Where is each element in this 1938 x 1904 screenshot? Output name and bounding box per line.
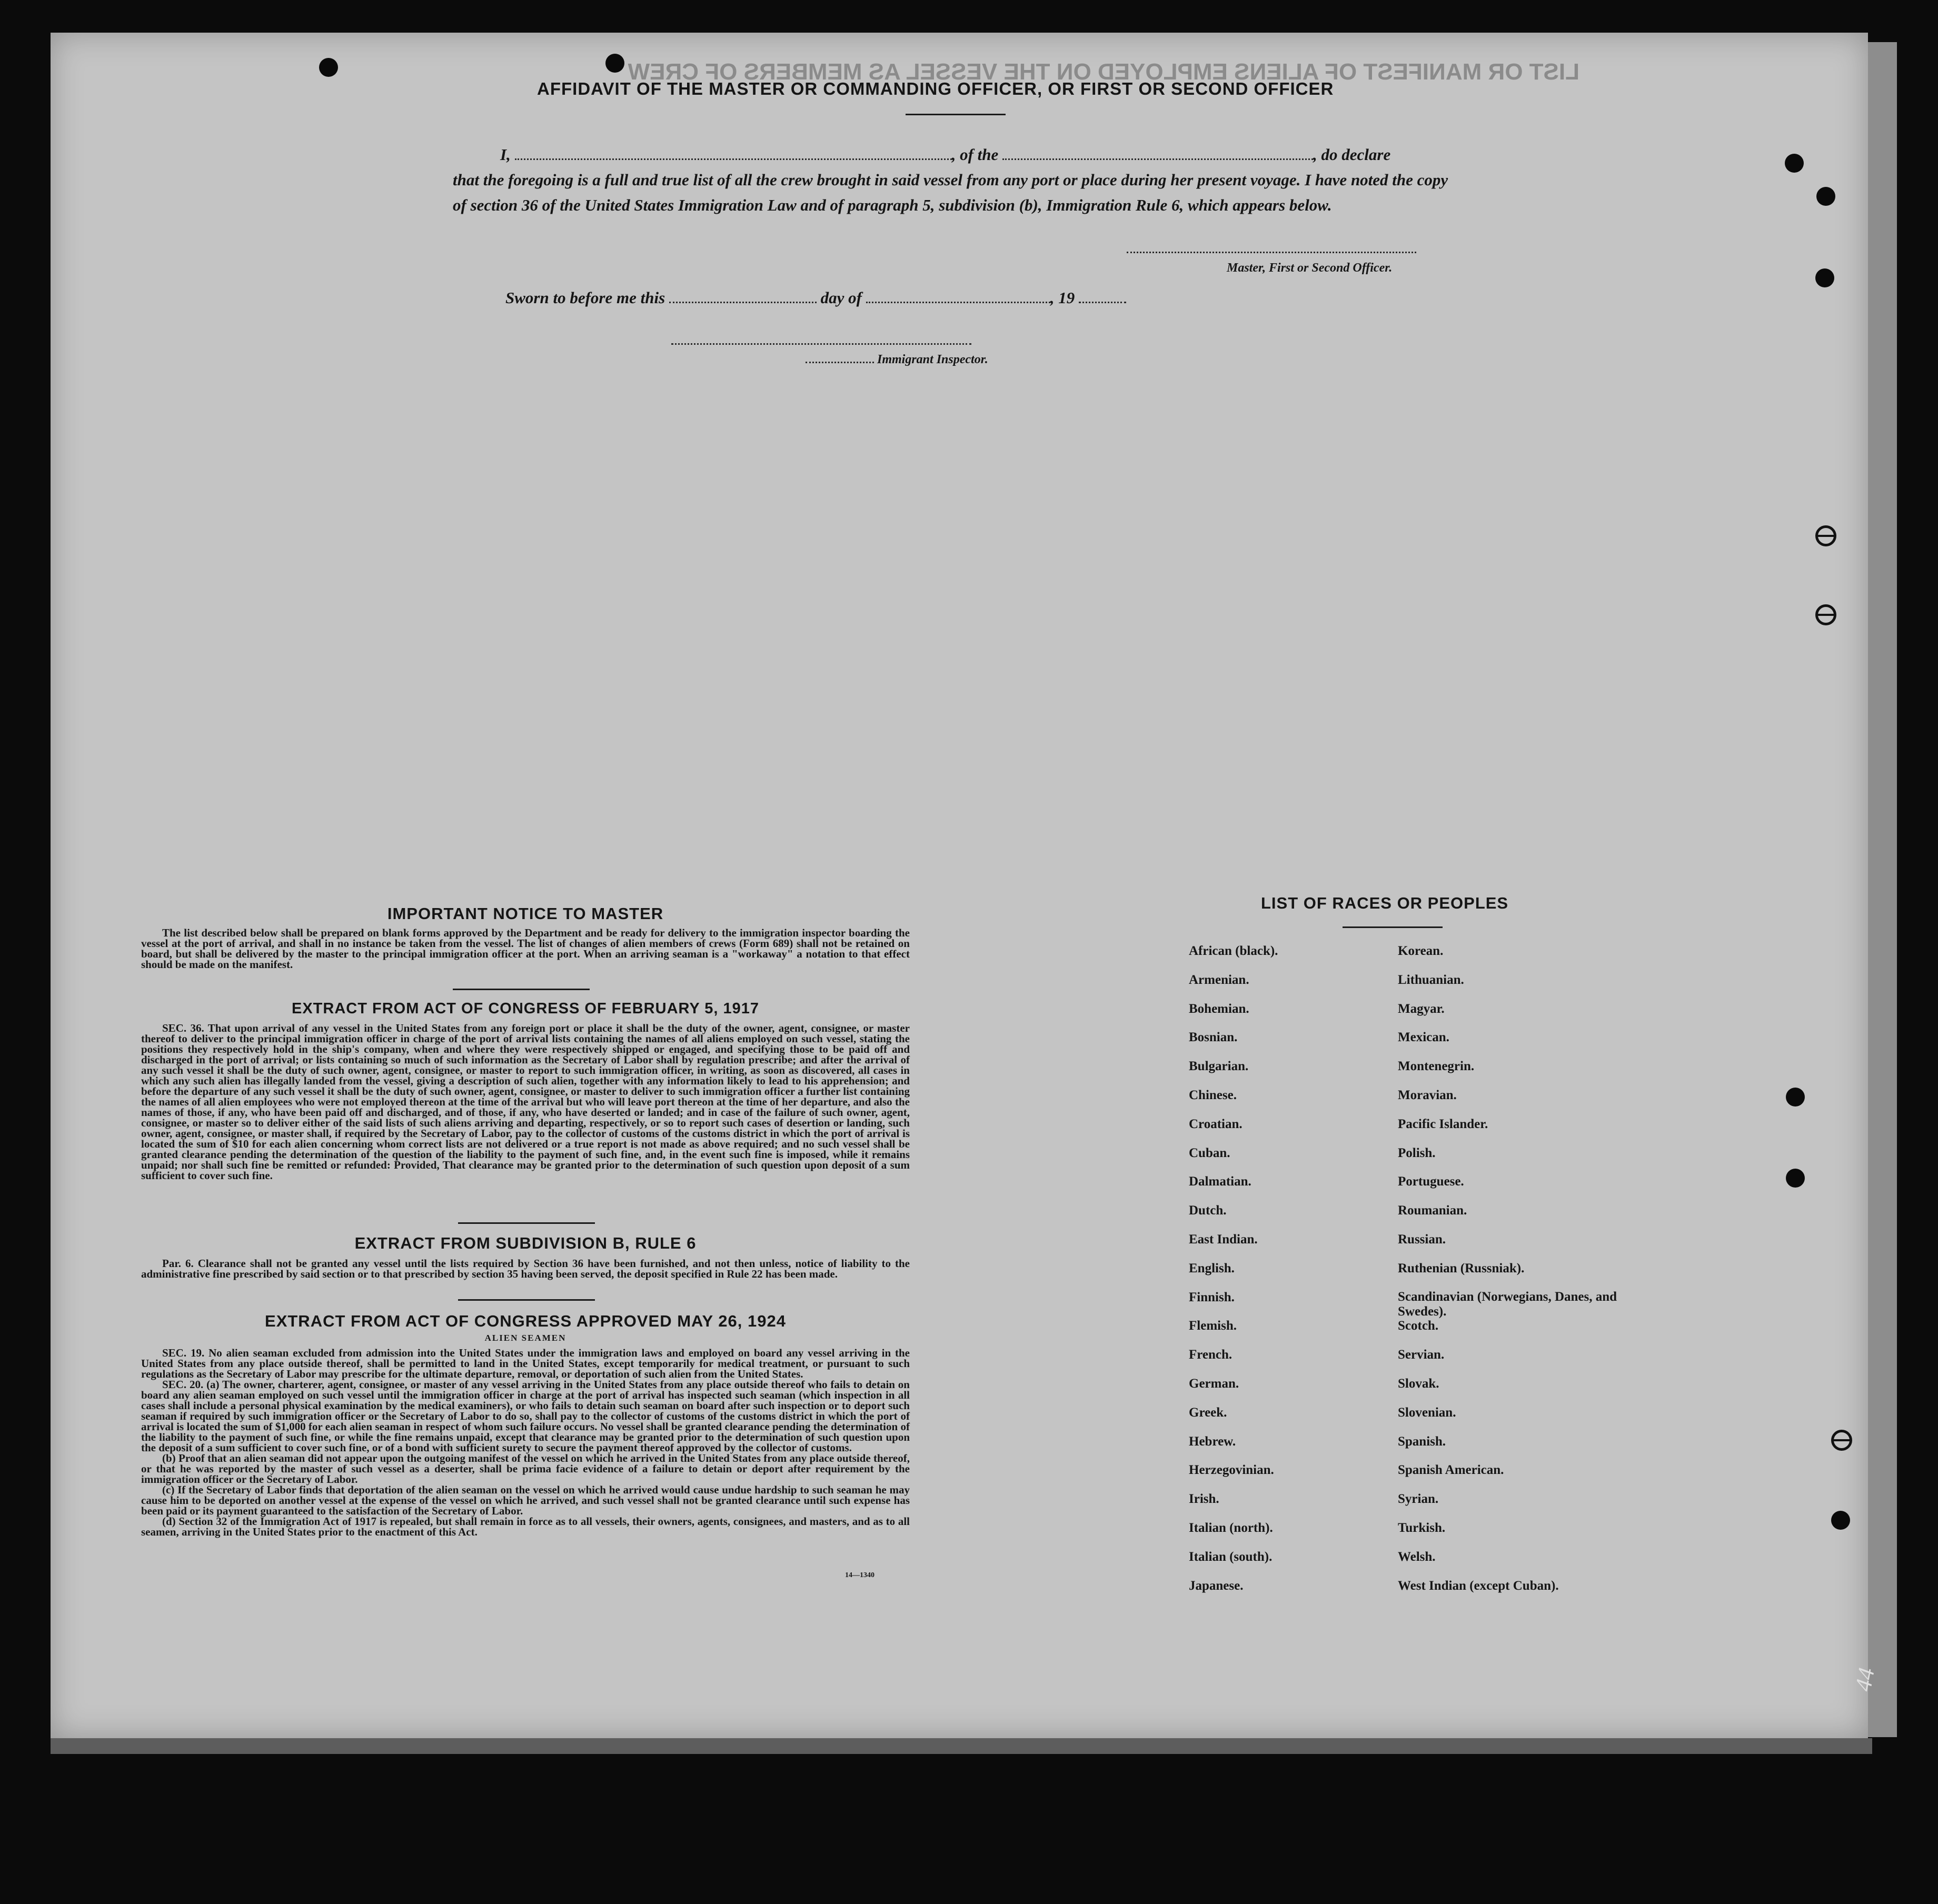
race-item: Slovenian. <box>1398 1405 1456 1420</box>
race-item: Cuban. <box>1189 1145 1230 1160</box>
margin-note: 44 <box>1850 1666 1880 1693</box>
race-item: Roumanian. <box>1398 1203 1467 1218</box>
inspector-label-text: Immigrant Inspector. <box>877 353 988 366</box>
race-item: Italian (south). <box>1189 1549 1273 1564</box>
extract-1924-section <box>141 1312 910 1537</box>
punch-hole-icon <box>1786 1088 1805 1106</box>
sheet-edge <box>1868 42 1897 1737</box>
race-item: Greek. <box>1189 1405 1227 1420</box>
inspector-signature-field[interactable] <box>671 343 971 345</box>
extract-1924-paragraph: (b) Proof that an alien seaman did not appear upon the outgoing manifest of the vessel on which he arrived in the United States from any place outside thereof, or that he was reported by the master of such vessel as a deserter, shall be prima facie evidence of a failure to detain or deport after requirement by the immigration officer or the Secretary of Labor. <box>141 1452 910 1486</box>
race-item: Magyar. <box>1398 1001 1445 1016</box>
affidavit-line1-suffix: , do declare <box>1313 145 1391 164</box>
race-item: Syrian. <box>1398 1492 1439 1507</box>
race-item: Slovak. <box>1398 1376 1439 1391</box>
extract-1917-text: SEC. 36. That upon arrival of any vessel in the United States from any foreign port or place it shall be the duty of the owner, agent, consignee, or master thereof to deliver to the principal immigration officer in charge of the port of arrival lists containing the names of all aliens employed on such vessel, stating the positions they respectively hold in the ship's company, when and where they were respectively shipped or engaged, and specifying those to be paid off and discharged in the port of arrival; or lists containing so much of such information as the Secretary of Labor shall by regulation prescribe; and after the arrival of any such vessel it shall be the duty of such owner, agent, consignee, or master to report to such immigration officer, in writing, as soon as discovered, all cases in which any such alien has illegally landed from the vessel, giving a description of such alien, together with any information likely to lead to his apprehension; and before the departure of any such vessel it shall be the duty of such owner, agent, consignee, or master to deliver to such immigration officer a further list containing the names of all alien employees who were not employed thereon at the time of the arrival but who will leave port thereon at the time of her departure, and also the names of those, if any, who have been paid off and discharged, and of those, if any, who have deserted or landed; and in case of the failure of such owner, agent, consignee, or master so to deliver either of the said lists of such aliens arriving and departing, respectively, or so to report such cases of desertion or landing, such owner, agent, consignee, or master shall, if required by the Secretary of Labor, pay to the collector of customs of the customs district in which the port of arrival is located the sum of $10 for each alien concerning whom correct lists are not delivered or a true report is not made as above required; and no such vessel shall be granted clearance pending the determination of the question of the liability to the payment of such fine, and, in the event such fine is imposed, while it remains unpaid; nor shall such fine be remitted or refunded: Provided, That clearance may be granted prior to the determination of such question upon deposit of a sum sufficient to cover such fine. <box>141 1022 910 1182</box>
race-item: Japanese. <box>1189 1578 1244 1593</box>
notice-text: The list described below shall be prepared on blank forms approved by the Department and be ready for delivery to the immigration inspector boarding the vessel at the port of arrival, and shall in no instance be taken from the vessel. The list of changes of alien members of crews (Form 689) shall not be retained on board, but shall be delivered by the master to the principal immigration officer at the port. When an arriving seaman is a "workaway" a notation to that effect should be made on the manifest. <box>141 926 910 971</box>
race-item: Dalmatian. <box>1189 1174 1251 1189</box>
race-item: Lithuanian. <box>1398 972 1464 987</box>
punch-hole-icon <box>1816 187 1835 206</box>
race-item: African (black). <box>1189 944 1278 958</box>
sworn-year: , 19 <box>1050 288 1075 307</box>
inspector-label <box>806 353 988 367</box>
divider <box>458 1222 595 1224</box>
race-item: Polish. <box>1398 1145 1436 1160</box>
affidavit-title: AFFIDAVIT OF THE MASTER OR COMMANDING OFFICER, OR FIRST OR SECOND OFFICER <box>537 79 1334 98</box>
sworn-year-field[interactable] <box>1079 302 1126 303</box>
race-item: Mexican. <box>1398 1030 1449 1045</box>
extract-1924-title: EXTRACT FROM ACT OF CONGRESS APPROVED MAY 26, 1924 <box>265 1312 786 1330</box>
race-item: Hebrew. <box>1189 1434 1236 1449</box>
race-item: Chinese. <box>1189 1088 1237 1102</box>
sworn-prefix: Sworn to before me this <box>505 288 665 307</box>
affidavit-statement: that the foregoing is a full and true list of all the crew brought in said vessel from any port or place during her present voyage. I have noted the copy of section 36 of the United States Immigration Law and of paragraph 5, subdivision (b), Immigration Rule 6, which appears below. <box>453 171 1448 214</box>
punch-hole-icon <box>1815 525 1836 546</box>
inspector-leader <box>806 362 874 363</box>
divider <box>453 989 590 990</box>
race-item: Korean. <box>1398 944 1444 958</box>
affidavit-body <box>453 142 1464 218</box>
race-item: Turkish. <box>1398 1520 1446 1535</box>
race-item: Spanish. <box>1398 1434 1446 1449</box>
punch-hole-icon <box>1785 154 1804 173</box>
sheet-bottom-edge <box>51 1738 1872 1754</box>
extract-rule6-text: Par. 6. Clearance shall not be granted any vessel until the lists required by Section 36 have been furnished, and not then unless, notice of liability to the administrative fine prescribed by said section or to that prescribed by section 35 having been served, the deposit specified in Rule 22 has been made. <box>141 1257 910 1280</box>
race-item: French. <box>1189 1348 1233 1362</box>
sworn-line <box>505 288 1126 307</box>
bleed-through-header: LIST OR MANIFEST OF ALIENS EMPLOYED ON THE VESSEL AS MEMBERS OF CREW <box>628 59 1579 85</box>
extract-1924-paragraph: SEC. 20. (a) The owner, charterer, agent, consignee, or master of any vessel arriving in the United States from any place outside thereof who fails to detain on board any alien seaman employed on such vessel until the immigration officer in charge at the port of arrival has inspected such seaman (which inspection in all cases shall include a personal physical examination by the medical examiners), or who fails to detain such seaman on board after such inspection or to deport such seaman if required by such immigration officer or the Secretary of Labor to do so, shall pay to the collector of customs of the customs district in which the port of arrival is located the sum of $1,000 for each alien seaman in respect of whom such failure occurs. No vessel shall be granted clearance pending the determination of the liability to the payment of such fine, or while the fine remains unpaid, except that clearance may be granted prior to the determination of such question upon the deposit of a sum sufficient to cover such fine, or of a bond with sufficient surety to secure the payment thereof approved by the collector of customs. <box>141 1378 910 1454</box>
extract-1917-section <box>141 1000 910 1181</box>
divider <box>906 114 1006 115</box>
race-item: Ruthenian (Russniak). <box>1398 1261 1525 1275</box>
sworn-mid: day of <box>820 288 862 307</box>
extract-1924-paragraph: SEC. 19. No alien seaman excluded from admission into the United States under the immigration laws and employed on board any vessel arriving in the United States from any place outside thereof, shall be permitted to land in the United States, except temporarily for medical treatment, or pursuant to such regulations as the Secretary of Labor may prescribe for the ultimate departure, removal, or deportation of such alien from the United States. <box>141 1347 910 1380</box>
extract-rule6-title: EXTRACT FROM SUBDIVISION B, RULE 6 <box>354 1234 697 1252</box>
race-item: Croatian. <box>1189 1117 1243 1131</box>
race-item: English. <box>1189 1261 1235 1275</box>
affidavit-line1-mid: , of the <box>951 145 999 164</box>
vessel-field[interactable] <box>1002 158 1313 160</box>
divider <box>1343 926 1443 928</box>
race-item: Russian. <box>1398 1232 1446 1247</box>
race-item: West Indian (except Cuban). <box>1398 1578 1559 1593</box>
race-item: Scotch. <box>1398 1319 1439 1333</box>
affidavit-line1-prefix: I, <box>500 145 511 164</box>
punch-hole-icon <box>1786 1169 1805 1188</box>
race-item: Servian. <box>1398 1348 1445 1362</box>
race-item: Irish. <box>1189 1492 1219 1507</box>
race-item: Bulgarian. <box>1189 1059 1249 1074</box>
race-item: Finnish. <box>1189 1290 1235 1304</box>
notice-title: IMPORTANT NOTICE TO MASTER <box>387 904 664 923</box>
race-item: Armenian. <box>1189 972 1249 987</box>
punch-hole-icon <box>319 58 338 77</box>
extract-1924-subtitle: ALIEN SEAMEN <box>484 1333 567 1343</box>
sworn-month-field[interactable] <box>866 302 1050 303</box>
races-title: LIST OF RACES OR PEOPLES <box>1261 894 1509 912</box>
race-item: Herzegovinian. <box>1189 1463 1274 1478</box>
race-item: Portuguese. <box>1398 1174 1464 1189</box>
divider <box>458 1299 595 1301</box>
race-item: Spanish American. <box>1398 1463 1504 1478</box>
signature-label: Master, First or Second Officer. <box>1227 261 1393 275</box>
races-right-column <box>1398 943 1640 1607</box>
race-item: Montenegrin. <box>1398 1059 1475 1074</box>
signature-field[interactable] <box>1127 252 1416 253</box>
name-field[interactable] <box>515 158 952 160</box>
punch-hole-icon <box>1815 268 1834 287</box>
extract-rule6-section <box>141 1234 910 1279</box>
race-item: Italian (north). <box>1189 1520 1273 1535</box>
race-item: Bosnian. <box>1189 1030 1238 1045</box>
punch-hole-icon <box>1815 604 1836 625</box>
form-number: 14—1340 <box>845 1571 874 1579</box>
race-item: Flemish. <box>1189 1319 1237 1333</box>
sworn-day-field[interactable] <box>669 302 817 303</box>
race-item: Welsh. <box>1398 1549 1436 1564</box>
race-item: East Indian. <box>1189 1232 1258 1247</box>
extract-1924-paragraph: (c) If the Secretary of Labor finds that deportation of the alien seaman on the vessel on which he arrived would cause undue hardship to such seaman he may cause him to be deported on another vessel at the expense of the vessel on which he arrived, and such vessel shall not be granted clearance until such expense has been paid or its payment guaranteed to the satisfaction of the Secretary of Labor. <box>141 1483 910 1517</box>
race-item: Pacific Islander. <box>1398 1117 1488 1131</box>
extract-1924-paragraph: (d) Section 32 of the Immigration Act of 1917 is repealed, but shall remain in force as to all vessels, their owners, agents, consignees, and masters, and as to all seamen, arriving in the United States prior to the enactment of this Act. <box>141 1515 910 1538</box>
punch-hole-icon <box>1831 1430 1852 1451</box>
races-left-column <box>1189 943 1378 1607</box>
extract-1917-title: EXTRACT FROM ACT OF CONGRESS OF FEBRUARY 5, 1917 <box>291 1000 760 1017</box>
race-item: Moravian. <box>1398 1088 1457 1102</box>
race-item: German. <box>1189 1376 1239 1391</box>
race-item: Scandinavian (Norwegians, Danes, and Swedes). <box>1398 1289 1617 1319</box>
race-item: Dutch. <box>1189 1203 1227 1218</box>
notice-section <box>141 904 910 970</box>
race-item: Bohemian. <box>1189 1001 1249 1016</box>
punch-hole-icon <box>1831 1511 1850 1530</box>
